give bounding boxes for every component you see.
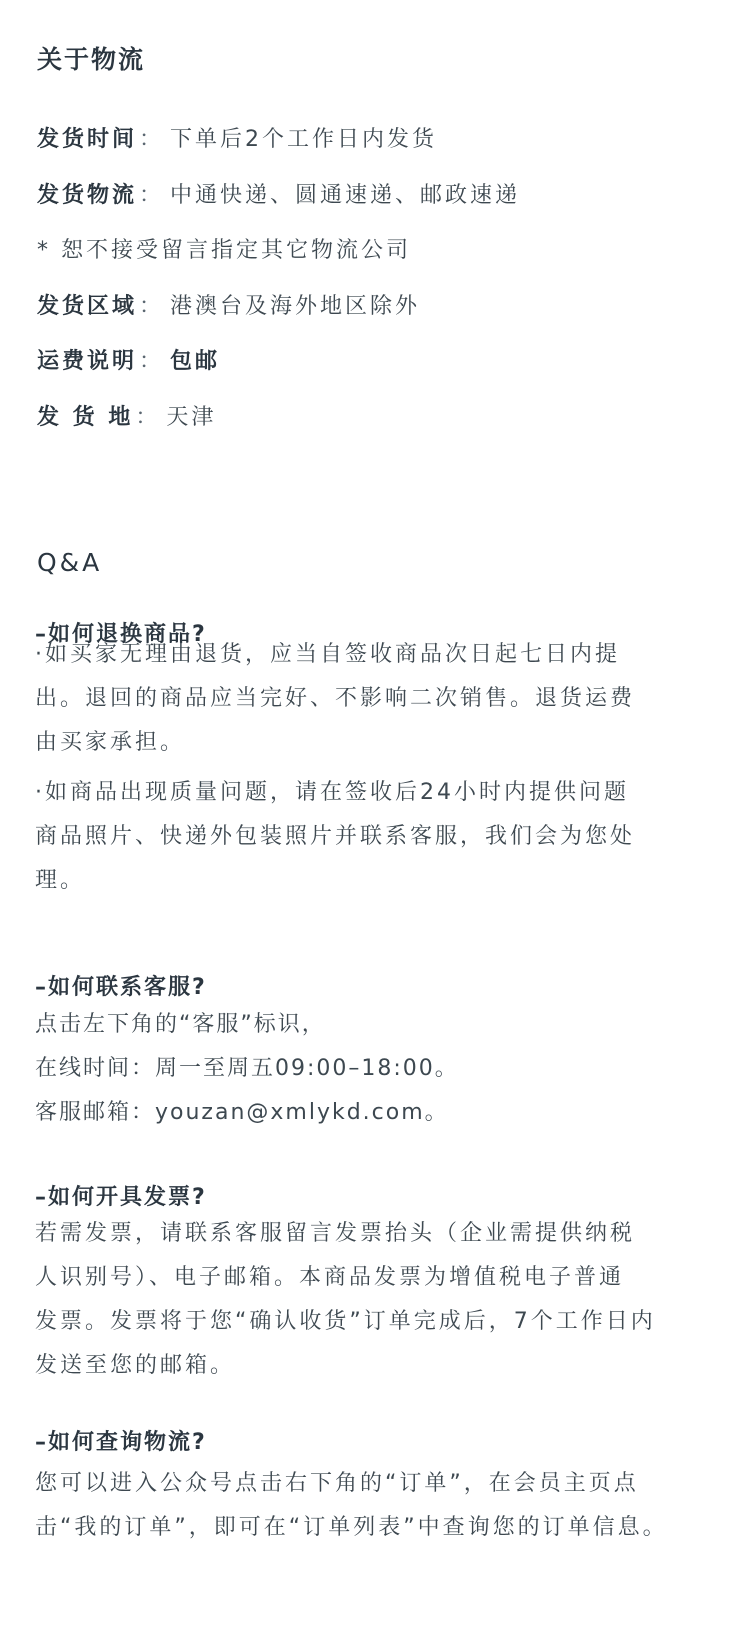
- qa-title: Q&A: [37, 548, 103, 577]
- text-line: 点击左下角的“客服”标识，: [35, 1012, 326, 1037]
- text-line: 您可以进入公众号点击右下角的“订单”，在会员主页点: [35, 1471, 639, 1496]
- text-line: 商品照片、快递外包装照片并联系客服，我们会为您处: [35, 824, 636, 849]
- contact-lines: [35, 1003, 695, 1135]
- tracking-paragraph: [35, 1462, 695, 1550]
- invoice-paragraph: [35, 1212, 695, 1388]
- row-colon: ：: [139, 294, 165, 319]
- carrier-row: [37, 181, 520, 211]
- question-tracking: –如何查询物流?: [35, 1430, 207, 1455]
- ship-time-row: [37, 125, 437, 155]
- row-key: 发 货 地: [37, 405, 134, 430]
- text-line: 在线时间：周一至周五09:00–18:00。: [35, 1056, 459, 1081]
- row-value: 天津: [166, 405, 217, 430]
- row-key: 发货区域: [37, 294, 138, 319]
- text-line: ·如买家无理由退货，应当自签收商品次日起七日内提: [35, 642, 620, 667]
- text-line: 发票。发票将于您“确认收货”订单完成后，7个工作日内: [35, 1309, 656, 1334]
- shipping-fee-row: [37, 347, 220, 377]
- carrier-note: * 恕不接受留言指定其它物流公司: [37, 238, 411, 263]
- text-line: 发送至您的邮箱。: [35, 1353, 236, 1378]
- row-key: 运费说明: [37, 349, 138, 374]
- ship-region-row: [37, 292, 420, 322]
- text-line: 若需发票，请联系客服留言发票抬头（企业需提供纳税: [35, 1221, 636, 1246]
- row-key: 发货物流: [37, 183, 138, 208]
- row-key: 发货时间: [37, 127, 138, 152]
- text-line: 人识别号）、电子邮箱。本商品发票为增值税电子普通: [35, 1265, 625, 1290]
- row-colon: ：: [135, 405, 161, 430]
- text-line: 击“我的订单”，即可在“订单列表”中查询您的订单信息。: [35, 1515, 668, 1540]
- text-line: 出。退回的商品应当完好、不影响二次销售。退货运费: [35, 686, 636, 711]
- ship-origin-row: [37, 403, 216, 433]
- question-returns: –如何退换商品?: [35, 622, 207, 647]
- question-contact: –如何联系客服?: [35, 975, 207, 1000]
- row-value: 包邮: [170, 349, 221, 374]
- text-line: 理。: [35, 868, 86, 893]
- row-value: 中通快递、圆通速递、邮政速递: [170, 183, 521, 208]
- question-invoice: –如何开具发票?: [35, 1185, 207, 1210]
- text-line: 由买家承担。: [35, 730, 186, 755]
- logistics-title: 关于物流: [37, 45, 146, 74]
- text-line: ·如商品出现质量问题，请在签收后24小时内提供问题: [35, 780, 629, 805]
- text-line: 客服邮箱：youzan@xmlykd.com。: [35, 1100, 449, 1125]
- returns-paragraph-1: [35, 633, 695, 765]
- row-value: 下单后2个工作日内发货: [170, 127, 438, 152]
- row-colon: ：: [139, 183, 165, 208]
- row-colon: ：: [139, 349, 165, 374]
- returns-paragraph-2: [35, 771, 695, 903]
- row-value: 港澳台及海外地区除外: [170, 294, 421, 319]
- row-colon: ：: [139, 127, 165, 152]
